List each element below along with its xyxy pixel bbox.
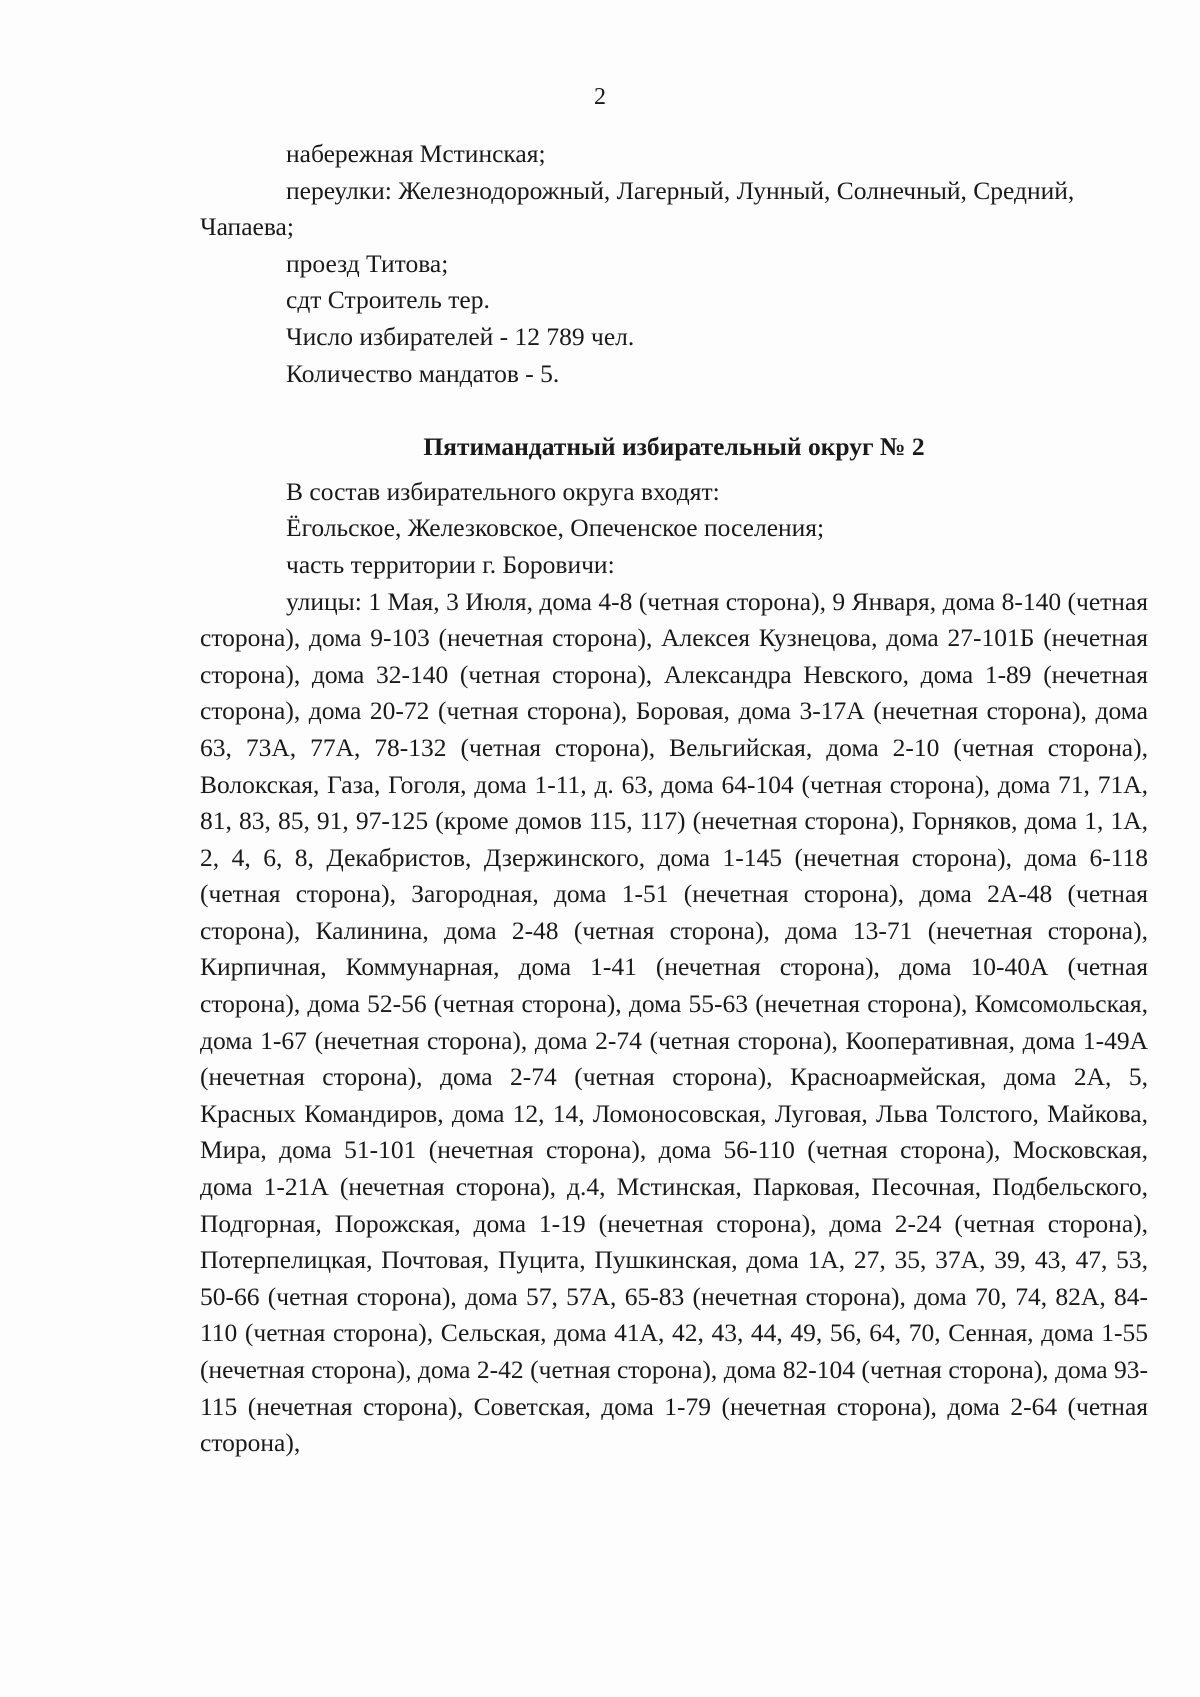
streets-paragraph: улицы: 1 Мая, 3 Июля, дома 4-8 (четная сторона), 9 Января, дома 8-140 (четная сторона), дома 9-103 (нечетная сторона), Алексея Кузнецова, дома 27-101Б (нечетная сторона), дома 32-140 (четная сторона), Александра Невского, дома 1-89 (нечетная сторона), дома 20-72 (четная сторона), Боровая, дома 3-17А (нечетная сторона), дома 63, 73А, 77А, 78-132 (четная сторона), Вельгийская, дома 2-10 (четная сторона), Волокская, Газа, Гоголя, дома 1-11, д. 63, дома 64-104 (четная сторона), дома 71, 71А, 81, 83, 85, 91, 97-125 (кроме домов 115, 117) (нечетная сторона), Горняков, дома 1, 1А, 2, 4, 6, 8, Декабристов, Дзержинского, дома 1-145 (нечетная сторона), дома 6-118 (четная сторона), Загородная, дома 1-51 (нечетная сторона), дома 2А-48 (четная сторона), Калинина, дома 2-48 (четная сторона), дома 13-71 (нечетная сторона), Кирпичная, Коммунарная, дома 1-41 (нечетная сторона), дома 10-40А (четная сторона), дома 52-56 (четная сторона), дома 55-63 (нечетная сторона), Комсомольская, дома 1-67 (нечетная сторона), дома 2-74 (четная сторона), Кооперативная, дома 1-49А (нечетная сторона), дома 2-74 (четная сторона), Красноармейская, дома 2А, 5, Красных Командиров, дома 12, 14, Ломоносовская, Луговая, Льва Толстого, Майкова, Мира, дома 51-101 (нечетная сторона), дома 56-110 (четная сторона), Московская, дома 1-21А (нечетная сторона), д.4, Мстинская, Парковая, Песочная, Подбельского, Подгорная, Порожская, дома 1-19 (нечетная сторона), дома 2-24 (четная сторона), Потерпелицкая, Почтовая, Пуцита, Пушкинская, дома 1А, 27, 35, 37А, 39, 43, 47, 53, 50-66 (четная сторона), дома 57, 57А, 65-83 (нечетная сторона), дома 70, 74, 82А, 84-110 (четная сторона), Сельская, дома 41А, 42, 43, 44, 49, 56, 64, 70, Сенная, дома 1-55 (нечетная сторона), дома 2-42 (четная сторона), дома 82-104 (четная сторона), дома 93-115 (нечетная сторона), Советская, дома 1-79 (нечетная сторона), дома 2-64 (четная сторона), bbox=[200, 586, 1148, 1458]
intro-line: сдт Строитель тер. bbox=[286, 285, 490, 315]
section-line: В состав избирательного округа входят: bbox=[286, 476, 720, 506]
intro-line: переулки: Железнодорожный, Лагерный, Лунный, Солнечный, Средний, bbox=[286, 175, 1075, 205]
document-body bbox=[200, 136, 1148, 1462]
intro-line: Число избирателей - 12 789 чел. bbox=[286, 321, 635, 351]
intro-line: проезд Титова; bbox=[286, 248, 449, 278]
intro-line: набережная Мстинская; bbox=[286, 139, 546, 168]
section-heading: Пятимандатный избирательный округ № 2 bbox=[423, 432, 925, 462]
page-number: 2 bbox=[594, 84, 606, 110]
section-line: Ёгольское, Железковское, Опеченское поселения; bbox=[286, 513, 825, 543]
section-line: часть территории г. Боровичи: bbox=[286, 549, 615, 579]
intro-line: Чапаева; bbox=[200, 212, 294, 242]
intro-line: Количество мандатов - 5. bbox=[286, 358, 560, 388]
